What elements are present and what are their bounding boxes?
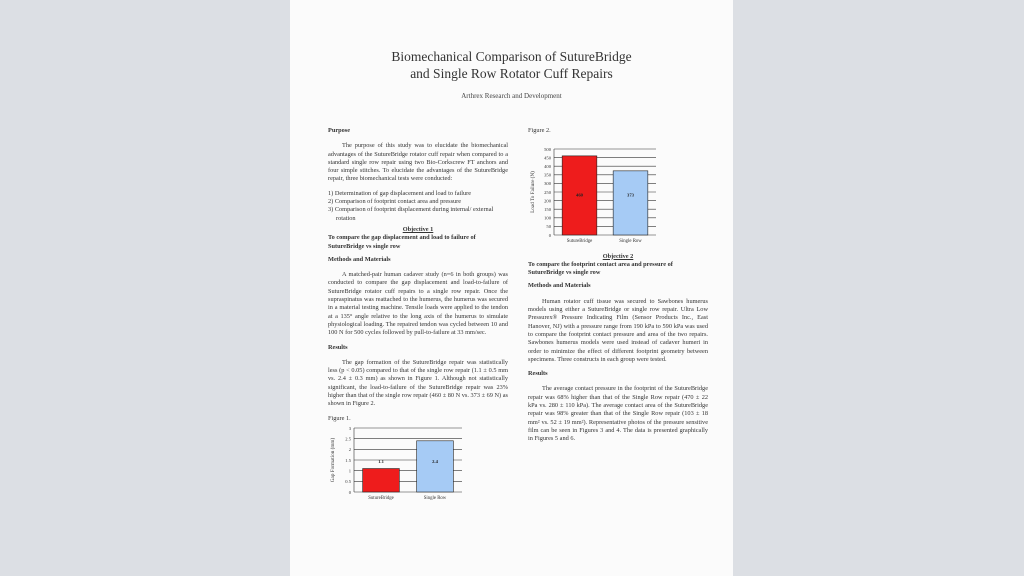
figure-1-chart	[328, 423, 508, 507]
bar	[417, 441, 454, 492]
x-tick-label: SutureBridge	[368, 495, 394, 501]
objective-1-text: To compare the gap displacement and load to failure of SutureBridge vs single row	[328, 234, 476, 250]
y-tick-label: 300	[544, 181, 551, 187]
y-tick-label: 2.5	[345, 436, 351, 442]
paper-title	[290, 49, 733, 82]
purpose-text: The purpose of this study was to elucidate the biomechanical advantages of the SutureBridge rotator cuff repair when compared to a standard single row repair using two Bio-Corkscrew FT anchors and four simple stitches. To elucidate the advantages of the SutureBridge repair, three biomechanical tests were conducted:	[328, 142, 508, 183]
title-line-1: Biomechanical Comparison of SutureBridge	[391, 49, 632, 64]
methods-heading: Methods and Materials	[528, 282, 591, 290]
bar-value-label: 1.1	[378, 459, 384, 465]
bar-value-label: 2.4	[432, 459, 438, 465]
bar	[613, 171, 648, 235]
results-text: The gap formation of the SutureBridge repair was statistically less (p < 0.05) compared to that of the single row repair (1.1 ± 0.5 mm vs. 2.4 ± 0.3 mm) as shown in Figure 1. Although not statistically significant, the load-to-failure of the SutureBridge repair was 23% higher than that of the single row repair (460 ± 80 N vs. 373 ± 69 N) as shown in Figure 2.	[328, 358, 508, 408]
y-tick-label: 0.5	[345, 479, 351, 485]
y-tick-label: 100	[544, 215, 551, 221]
y-tick-label: 50	[546, 224, 551, 230]
y-tick-label: 0	[548, 233, 551, 239]
figure-2-chart	[528, 135, 708, 247]
x-tick-label: Single Row	[423, 495, 447, 501]
results-heading: Results	[528, 370, 548, 378]
y-tick-label: 1	[348, 468, 351, 474]
list-item: 2) Comparison of footprint contact area and pressure	[328, 198, 462, 206]
x-tick-label: SutureBridge	[566, 239, 593, 245]
y-tick-label: 0	[348, 489, 351, 495]
y-tick-label: 3	[348, 425, 351, 431]
list-item: 3) Comparison of footprint displacement during internal/ external rotation	[328, 206, 494, 222]
bar	[363, 468, 400, 491]
results-heading: Results	[328, 343, 348, 351]
y-tick-label: 2	[348, 447, 351, 453]
y-axis-label: Gap Formation (mm)	[330, 437, 336, 483]
y-tick-label: 350	[544, 172, 551, 178]
document-page	[290, 0, 733, 576]
affiliation: Arthrex Research and Development	[461, 92, 562, 100]
list-item: 1) Determination of gap displacement and load to failure	[328, 189, 472, 197]
objective-2-text: To compare the footprint contact area and pressure of SutureBridge vs single row	[528, 260, 673, 277]
left-column	[328, 127, 508, 510]
x-tick-label: Single Row	[619, 239, 642, 245]
figure-2-label: Figure 2.	[528, 127, 551, 134]
test-list	[328, 190, 508, 223]
y-tick-label: 450	[544, 155, 551, 161]
y-tick-label: 1.5	[345, 457, 351, 463]
bar-value-label: 460	[576, 192, 583, 198]
objective-1-title: Objective 1	[402, 225, 434, 233]
y-tick-label: 250	[544, 190, 551, 196]
y-tick-label: 150	[544, 207, 551, 213]
figure-1-label: Figure 1.	[328, 414, 351, 422]
title-line-2: and Single Row Rotator Cuff Repairs	[410, 65, 613, 81]
purpose-heading: Purpose	[328, 127, 351, 134]
methods-text: Human rotator cuff tissue was secured to Sawbones humerus models using either a SutureBridge or single row repair. Ultra Low Pressurex® Pressure Indicating Film (Sensor Products Inc., East Hanover, NJ) with a pressure range from 190 kPa to 590 kPa was used to compare the footprint contact pressure and area of the two repairs. Sawbones humerus models were used instead of cadaver humeri in order to minimize the effect of different footprint geometry between specimens. Three constructs in each group were tested.	[528, 297, 708, 363]
y-tick-label: 400	[544, 164, 551, 170]
y-axis-label: Load To Failure (N)	[530, 171, 536, 214]
bar-value-label: 373	[627, 192, 634, 198]
y-tick-label: 200	[544, 198, 551, 204]
methods-text: A matched-pair human cadaver study (n=6 in both groups) was conducted to compare the gap displacement and load-to-failure of SutureBridge rotator cuff repairs to a single row repair. Once the supraspinatus was reattached to the humerus, the humerus was secured in a material testing machine. Tensile loads were applied to the tendon at a 135° angle relative to the long axis of the humerus to simulate physiological loading. The repaired tendon was cycled between 10 and 100 N for 500 cycles followed by pull-to-failure at 33 mm/sec.	[328, 271, 508, 337]
objective-2-title: Objective 2	[602, 252, 634, 260]
results-text: The average contact pressure in the footprint of the SutureBridge repair was 68% higher than that of the Single Row repair (470 ± 22 kPa vs. 280 ± 110 kPa). The average contact area of the SutureBridge repair was 98% greater than that of the Single Row repair (103 ± 18 mm² vs. 52 ± 19 mm²). Representative photos of the pressure sensitive film can be seen in Figures 3 and 4. The data is presented graphically in Figures 5 and 6.	[528, 385, 708, 443]
y-tick-label: 500	[544, 147, 551, 153]
methods-heading: Methods and Materials	[328, 255, 391, 263]
right-column	[528, 127, 708, 450]
